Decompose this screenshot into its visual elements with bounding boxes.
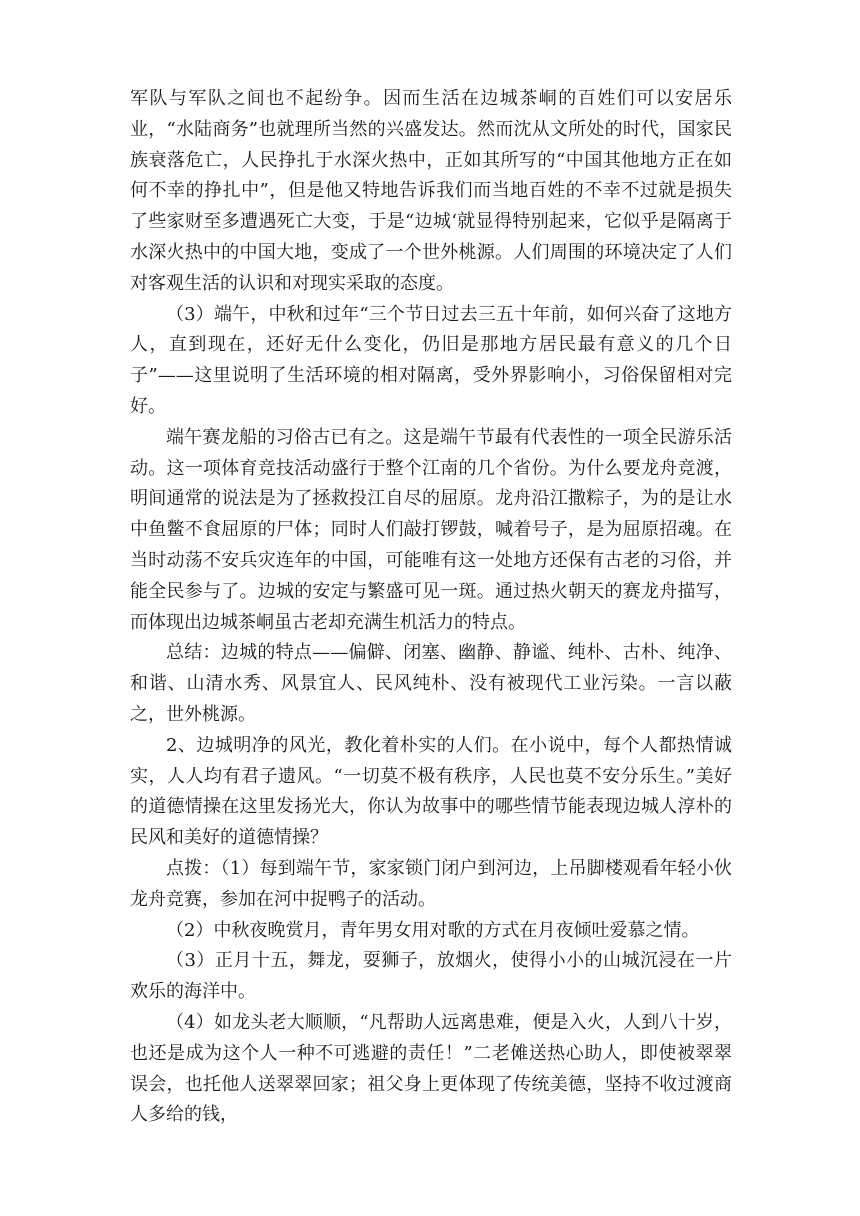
paragraph-5: 2、边城明净的风光，教化着朴实的人们。在小说中，每个人都热情诚实，人人均有君子遗风。“一切莫不极有秩序，人民也莫不安分乐生。”美好的道德情操在这里发扬光大，你认为故事中的哪些情节能表现边城人淳朴的民风和美好的道德情操？ bbox=[130, 734, 732, 849]
paragraph-4: 总结：边城的特点——偏僻、闭塞、幽静、静谧、纯朴、古朴、纯净、和谐、山清水秀、风景宜人、民风纯朴、没有被现代工业污染。一言以蔽之，世外桃源。 bbox=[130, 642, 732, 725]
document-body bbox=[130, 84, 732, 1131]
paragraph-8: （3）正月十五，舞龙，耍狮子，放烟火，使得小小的山城沉浸在一片欢乐的海洋中。 bbox=[130, 950, 732, 1003]
paragraph-1: 军队与军队之间也不起纷争。因而生活在边城茶峒的百姓们可以安居乐业，“水陆商务”也就理所当然的兴盛发达。然而沈从文所处的时代，国家民族衰落危亡，人民挣扎于水深火热中，正如其所写的“中国其他地方正在如何不幸的挣扎中”，但是他又特地告诉我们而当地百姓的不幸不过就是损失了些家财至多遭遇死亡大变，于是“边城‘就显得特别起来，它似乎是隔离于水深火热中的中国大地，变成了一个世外桃源。人们周围的环境决定了人们对客观生活的认识和对现实采取的态度。 bbox=[130, 88, 732, 294]
paragraph-6: 点拨：（1）每到端午节，家家锁门闭户到河边，上吊脚楼观看年轻小伙龙舟竞赛，参加在河中捉鸭子的活动。 bbox=[130, 857, 732, 910]
paragraph-7: （2）中秋夜晚赏月，青年男女用对歌的方式在月夜倾吐爱慕之情。 bbox=[166, 919, 700, 941]
paragraph-3: 端午赛龙船的习俗古已有之。这是端午节最有代表性的一项全民游乐活动。这一项体育竞技活动盛行于整个江南的几个省份。为什么要龙舟竞渡，明间通常的说法是为了拯救投江自尽的屈原。龙舟沿江撒粽子，为的是让水中鱼鳖不食屈原的尸体；同时人们敲打锣鼓，喊着号子，是为屈原招魂。在当时动荡不安兵灾连年的中国，可能唯有这一处地方还保有古老的习俗，并能全民参与了。边城的安定与繁盛可见一斑。通过热火朝天的赛龙舟描写，而体现出边城茶峒虽古老却充满生机活力的特点。 bbox=[130, 426, 732, 633]
paragraph-9: （4）如龙头老大顺顺，“凡帮助人远离患难，便是入火，人到八十岁，也还是成为这个人一种不可逃避的责任！”二老傩送热心助人，即使被翠翠误会，也托他人送翠翠回家；祖父身上更体现了传统美德，坚持不收过渡商人多给的钱， bbox=[130, 1011, 732, 1126]
paragraph-2: （3）端午，中秋和过年“三个节日过去三五十年前，如何兴奋了这地方人，直到现在，还好无什么变化，仍旧是那地方居民最有意义的几个日子”——这里说明了生活环境的相对隔离，受外界影响小，习俗保留相对完好。 bbox=[130, 303, 732, 417]
